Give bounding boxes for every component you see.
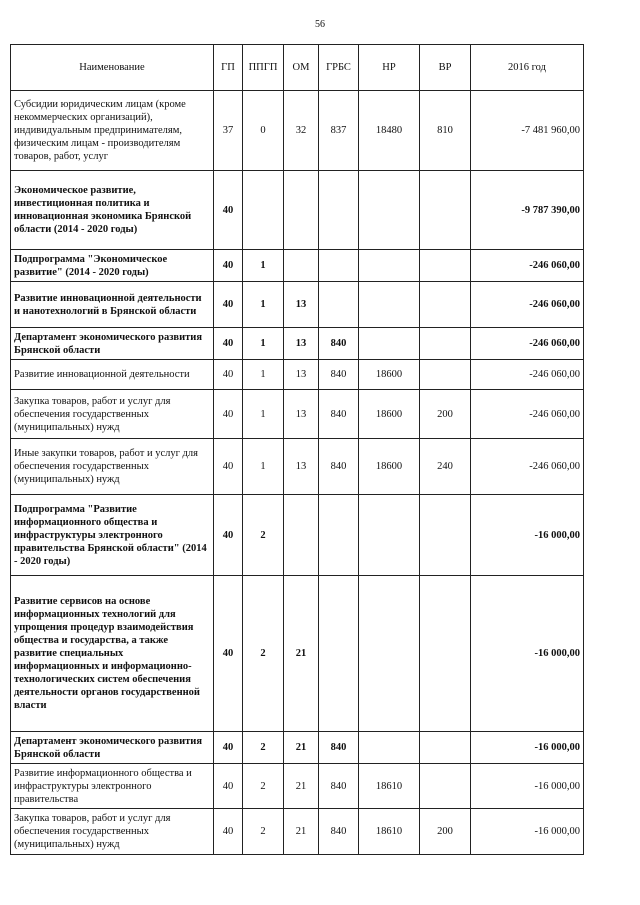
row-grbs: 840	[319, 439, 359, 495]
row-ppgp	[243, 171, 284, 250]
row-vr	[420, 495, 471, 576]
row-nr	[359, 171, 420, 250]
row-grbs: 840	[319, 390, 359, 439]
row-om: 13	[284, 390, 319, 439]
header-nr: НР	[359, 45, 420, 91]
row-nr: 18480	[359, 91, 420, 171]
row-vr	[420, 282, 471, 328]
row-grbs: 840	[319, 764, 359, 809]
row-vr	[420, 171, 471, 250]
row-gp: 40	[214, 764, 243, 809]
table-row	[11, 282, 584, 328]
row-amount-2016: -16 000,00	[471, 576, 584, 732]
header-name: Наименование	[11, 45, 214, 91]
row-name: Закупка товаров, работ и услуг для обеспечения государственных (муниципальных) нужд	[11, 390, 214, 439]
row-gp: 40	[214, 439, 243, 495]
header-gp: ГП	[214, 45, 243, 91]
row-gp: 40	[214, 250, 243, 282]
row-amount-2016: -16 000,00	[471, 809, 584, 855]
row-nr	[359, 282, 420, 328]
row-gp: 40	[214, 282, 243, 328]
row-grbs	[319, 250, 359, 282]
row-nr: 18600	[359, 439, 420, 495]
row-vr	[420, 732, 471, 764]
row-ppgp: 0	[243, 91, 284, 171]
row-ppgp: 1	[243, 282, 284, 328]
row-gp: 40	[214, 576, 243, 732]
table-row	[11, 439, 584, 495]
table-row	[11, 328, 584, 360]
row-gp: 40	[214, 390, 243, 439]
row-gp: 40	[214, 809, 243, 855]
row-nr	[359, 495, 420, 576]
row-nr	[359, 328, 420, 360]
table-row	[11, 91, 584, 171]
row-vr: 200	[420, 390, 471, 439]
header-year-2016: 2016 год	[471, 45, 584, 91]
row-amount-2016: -246 060,00	[471, 250, 584, 282]
row-gp: 40	[214, 171, 243, 250]
row-ppgp: 2	[243, 732, 284, 764]
row-grbs: 840	[319, 732, 359, 764]
header-ppgp: ППГП	[243, 45, 284, 91]
row-grbs	[319, 576, 359, 732]
row-grbs: 837	[319, 91, 359, 171]
row-ppgp: 1	[243, 439, 284, 495]
row-ppgp: 2	[243, 764, 284, 809]
row-nr	[359, 576, 420, 732]
row-name: Развитие инновационной деятельности	[11, 360, 214, 390]
row-om: 13	[284, 328, 319, 360]
row-name: Закупка товаров, работ и услуг для обеспечения государственных (муниципальных) нужд	[11, 809, 214, 855]
row-vr	[420, 576, 471, 732]
row-grbs: 840	[319, 809, 359, 855]
row-vr	[420, 360, 471, 390]
row-name: Экономическое развитие, инвестиционная политика и инновационная экономика Брянской области (2014 - 2020 годы)	[11, 171, 214, 250]
row-gp: 40	[214, 328, 243, 360]
row-om: 21	[284, 576, 319, 732]
table-row	[11, 250, 584, 282]
row-grbs	[319, 282, 359, 328]
row-name: Иные закупки товаров, работ и услуг для обеспечения государственных (муниципальных) нужд	[11, 439, 214, 495]
row-om: 32	[284, 91, 319, 171]
row-amount-2016: -16 000,00	[471, 732, 584, 764]
row-om	[284, 495, 319, 576]
header-row	[11, 45, 584, 91]
row-vr	[420, 250, 471, 282]
row-amount-2016: -16 000,00	[471, 495, 584, 576]
row-gp: 40	[214, 360, 243, 390]
table-row	[11, 809, 584, 855]
row-nr: 18610	[359, 764, 420, 809]
row-gp: 40	[214, 495, 243, 576]
table-row	[11, 390, 584, 439]
row-grbs: 840	[319, 328, 359, 360]
header-grbs: ГРБС	[319, 45, 359, 91]
row-om: 13	[284, 360, 319, 390]
header-om: ОМ	[284, 45, 319, 91]
row-nr	[359, 732, 420, 764]
table-row	[11, 171, 584, 250]
table-row	[11, 576, 584, 732]
row-grbs	[319, 495, 359, 576]
table-row	[11, 764, 584, 809]
row-grbs: 840	[319, 360, 359, 390]
row-om	[284, 250, 319, 282]
row-ppgp: 1	[243, 390, 284, 439]
row-ppgp: 1	[243, 360, 284, 390]
row-name: Субсидии юридическим лицам (кроме некоммерческих организаций), индивидуальным предпринимателям, физическим лицам - производителям товаров, работ, услуг	[11, 91, 214, 171]
row-vr	[420, 328, 471, 360]
row-amount-2016: -246 060,00	[471, 282, 584, 328]
row-ppgp: 2	[243, 495, 284, 576]
row-ppgp: 1	[243, 328, 284, 360]
page-number: 56	[315, 19, 325, 30]
row-amount-2016: -16 000,00	[471, 764, 584, 809]
row-om: 21	[284, 809, 319, 855]
header-vr: ВР	[420, 45, 471, 91]
row-vr: 240	[420, 439, 471, 495]
row-nr: 18610	[359, 809, 420, 855]
row-vr: 810	[420, 91, 471, 171]
row-vr: 200	[420, 809, 471, 855]
row-nr: 18600	[359, 360, 420, 390]
row-om: 21	[284, 732, 319, 764]
row-name: Развитие информационного общества и инфраструктуры электронного правительства	[11, 764, 214, 809]
row-name: Развитие сервисов на основе информационных технологий для упрощения процедур взаимодействия общества и государства, а также развитие специальных информационных и информационно-технологических систем обеспечения деятельности органов государственной власти	[11, 576, 214, 732]
row-om: 21	[284, 764, 319, 809]
row-nr	[359, 250, 420, 282]
row-ppgp: 2	[243, 809, 284, 855]
row-name: Развитие инновационной деятельности и нанотехнологий в Брянской области	[11, 282, 214, 328]
row-name: Департамент экономического развития Брянской области	[11, 732, 214, 764]
row-nr: 18600	[359, 390, 420, 439]
row-amount-2016: -246 060,00	[471, 439, 584, 495]
row-name: Подпрограмма "Развитие информационного общества и инфраструктуры электронного правительства Брянской области" (2014 - 2020 годы)	[11, 495, 214, 576]
row-ppgp: 1	[243, 250, 284, 282]
row-amount-2016: -246 060,00	[471, 390, 584, 439]
table-row	[11, 360, 584, 390]
budget-table	[10, 44, 584, 855]
row-grbs	[319, 171, 359, 250]
row-ppgp: 2	[243, 576, 284, 732]
row-gp: 40	[214, 732, 243, 764]
row-vr	[420, 764, 471, 809]
row-om	[284, 171, 319, 250]
table-row	[11, 732, 584, 764]
table-row	[11, 495, 584, 576]
row-amount-2016: -246 060,00	[471, 360, 584, 390]
row-name: Департамент экономического развития Брянской области	[11, 328, 214, 360]
row-om: 13	[284, 439, 319, 495]
row-gp: 37	[214, 91, 243, 171]
row-amount-2016: -7 481 960,00	[471, 91, 584, 171]
row-name: Подпрограмма "Экономическое развитие" (2014 - 2020 годы)	[11, 250, 214, 282]
row-amount-2016: -246 060,00	[471, 328, 584, 360]
row-amount-2016: -9 787 390,00	[471, 171, 584, 250]
row-om: 13	[284, 282, 319, 328]
